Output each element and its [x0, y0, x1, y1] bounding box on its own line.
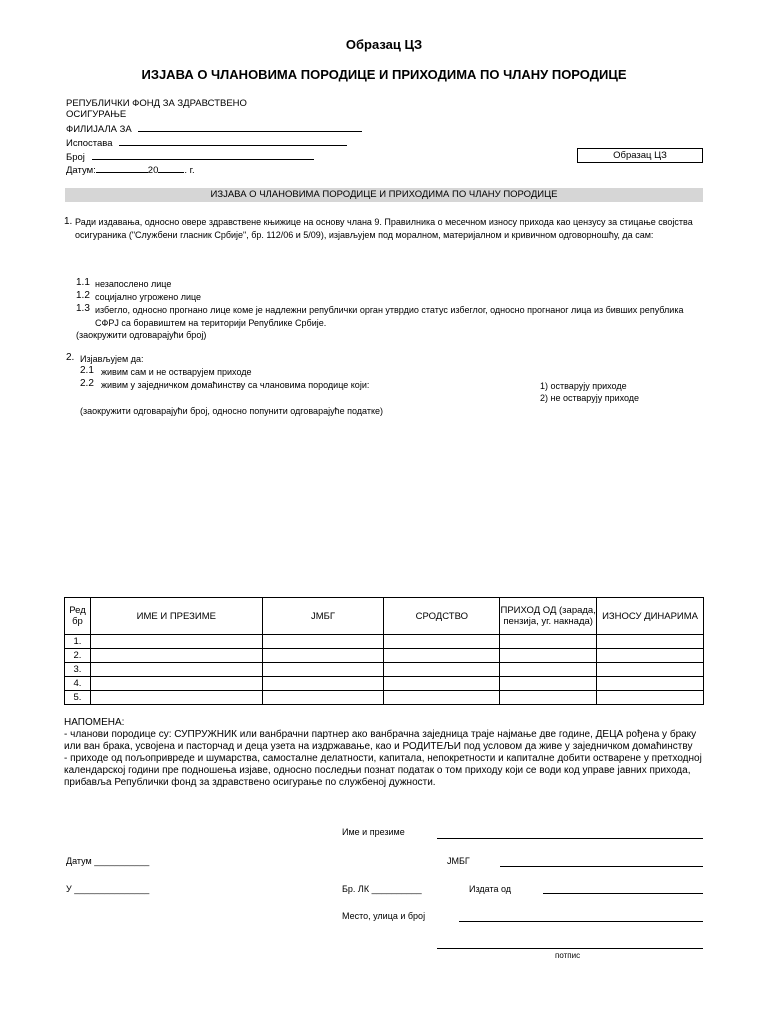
- table-row: [65, 635, 704, 649]
- relation-cell[interactable]: [384, 663, 500, 677]
- col-header-jmbg: ЈМБГ: [262, 598, 384, 635]
- office-input-line[interactable]: [119, 136, 347, 146]
- table-row: [65, 663, 704, 677]
- sign-id-label: Бр. ЛК: [342, 884, 370, 894]
- amount-cell[interactable]: [597, 649, 704, 663]
- branch-label: ФИЛИЈАЛА ЗА: [66, 124, 132, 135]
- item1-note: (заокружити одговарајући број): [76, 330, 207, 340]
- branch-row: [66, 122, 362, 135]
- table-row: [65, 677, 704, 691]
- relation-cell[interactable]: [384, 691, 500, 705]
- signature-label: потпис: [555, 951, 581, 960]
- name-cell[interactable]: [90, 649, 262, 663]
- jmbg-cell[interactable]: [262, 677, 384, 691]
- row-number: 5.: [65, 691, 91, 705]
- row-number: 1.: [65, 635, 91, 649]
- sign-jmbg-label: ЈМБГ: [447, 856, 470, 866]
- sign-id-line[interactable]: __________: [371, 884, 422, 894]
- option-1-2-text: социјално угрожено лице: [95, 292, 202, 302]
- note-paragraph-1: - чланови породице су: СУПРУЖНИК или ванбрачни партнер ако ванбрачна заједница траје најмање две године, ДЕЦА рођена у браку или ван брака, усвојена и пасторчад и деца узета на издржавање, као и РОДИТЕЉИ под условом да живе у заједничком домаћинству: [64, 729, 697, 752]
- income-source-cell[interactable]: [500, 677, 597, 691]
- note-paragraph-2: - приходе од пољопривреде и шумарства, самосталне делатности, капитала, непокретности и капиталне добити остварене у претходној календарској години пре подношења изјаве, односно последњи познат податак о том приходу који се води код управе јавних прихода, прибавља Републички фонд за здравствено осигурање по службеној дужности.: [64, 753, 702, 788]
- name-cell[interactable]: [90, 691, 262, 705]
- amount-cell[interactable]: [597, 635, 704, 649]
- number-row: [66, 150, 314, 163]
- sign-date-label: Датум: [66, 856, 92, 866]
- income-source-cell[interactable]: [500, 635, 597, 649]
- table-row: [65, 649, 704, 663]
- col-header-relation: СРОДСТВО: [384, 598, 500, 635]
- date-label: Датум:: [66, 165, 96, 176]
- date-century: 20: [147, 165, 159, 176]
- row-number: 2.: [65, 649, 91, 663]
- option-1-1-text: незапослено лице: [95, 279, 172, 289]
- option-1-2-number[interactable]: 1.2: [76, 290, 90, 301]
- jmbg-cell[interactable]: [262, 691, 384, 705]
- org-line-2: ОСИГУРАЊЕ: [66, 109, 127, 120]
- sign-date-row: [66, 855, 149, 868]
- date-year-line[interactable]: [158, 163, 184, 173]
- item1-text: Ради издавања, односно овере здравствене књижице на основу члана 9. Правилника о месечном износу прихода као цензусу за стицање својства осигураника ("Службени гласник Србије", бр. 112/06 и 5/09), изјављујем под моралном, материјалном и кривичном одговорношћу, да сам:: [75, 217, 693, 240]
- income-source-cell[interactable]: [500, 663, 597, 677]
- sign-issued-line[interactable]: [543, 893, 703, 894]
- item2-note: (заокружити одговарајући број, односно попунити одговарајуће податке): [80, 406, 383, 416]
- sign-jmbg-line[interactable]: [500, 866, 703, 867]
- sign-place-label: У: [66, 884, 72, 894]
- jmbg-cell[interactable]: [262, 663, 384, 677]
- option-2-1-number[interactable]: 2.1: [80, 365, 94, 376]
- section-title-bar: ИЗЈАВА О ЧЛАНОВИМА ПОРОДИЦЕ И ПРИХОДИМА ПО ЧЛАНУ ПОРОДИЦЕ: [65, 188, 703, 202]
- number-input-line[interactable]: [92, 150, 314, 160]
- income-option-1[interactable]: 1) остварују приходе: [540, 381, 627, 391]
- family-members-table: [64, 597, 704, 705]
- table-row: [65, 691, 704, 705]
- relation-cell[interactable]: [384, 677, 500, 691]
- option-2-1-text: живим сам и не остварујем приходе: [101, 367, 252, 377]
- office-label: Испостава: [66, 138, 113, 149]
- office-row: [66, 136, 347, 149]
- number-label: Број: [66, 152, 85, 163]
- sign-address-line[interactable]: [459, 921, 703, 922]
- amount-cell[interactable]: [597, 663, 704, 677]
- amount-cell[interactable]: [597, 691, 704, 705]
- date-row: [66, 163, 195, 176]
- branch-input-line[interactable]: [138, 122, 362, 132]
- name-cell[interactable]: [90, 677, 262, 691]
- signature-line[interactable]: [437, 948, 703, 949]
- option-2-2-number[interactable]: 2.2: [80, 378, 94, 389]
- sign-name-line[interactable]: [437, 838, 703, 839]
- jmbg-cell[interactable]: [262, 649, 384, 663]
- col-header-name: ИМЕ И ПРЕЗИМЕ: [90, 598, 262, 635]
- name-cell[interactable]: [90, 635, 262, 649]
- col-header-row-number: Ред бр: [65, 598, 91, 635]
- col-header-amount: ИЗНОСУ ДИНАРИМА: [597, 598, 704, 635]
- org-name: [66, 98, 247, 120]
- sign-issued-label: Издата од: [469, 884, 512, 894]
- name-cell[interactable]: [90, 663, 262, 677]
- item2-number: 2.: [66, 352, 75, 363]
- option-1-3-number[interactable]: 1.3: [76, 303, 90, 314]
- option-1-1-number[interactable]: 1.1: [76, 277, 90, 288]
- sign-place-line[interactable]: _______________: [74, 884, 150, 894]
- relation-cell[interactable]: [384, 649, 500, 663]
- note-title: НАПОМЕНА:: [64, 717, 125, 728]
- form-code-box: Образац ЦЗ: [577, 148, 703, 163]
- main-title: ИЗЈАВА О ЧЛАНОВИМА ПОРОДИЦЕ И ПРИХОДИМА ПО ЧЛАНУ ПОРОДИЦЕ: [141, 67, 627, 82]
- relation-cell[interactable]: [384, 635, 500, 649]
- item1-number: 1.: [64, 216, 73, 227]
- row-number: 4.: [65, 677, 91, 691]
- sign-id-row: [342, 883, 422, 896]
- form-code-title: Образац ЦЗ: [345, 37, 423, 52]
- table-header-row: [65, 598, 704, 635]
- row-number: 3.: [65, 663, 91, 677]
- org-line-1: РЕПУБЛИЧКИ ФОНД ЗА ЗДРАВСТВЕНО: [66, 98, 247, 109]
- item2-text: Изјављујем да:: [80, 354, 144, 364]
- amount-cell[interactable]: [597, 677, 704, 691]
- date-suffix: . г.: [184, 165, 195, 176]
- option-1-3-text: избегло, односно прогнано лице коме је надлежни републички орган утврдио статус избеглог, односно прогнаног лица из бивших република СФРЈ са боравиштем на територији Републике Србије.: [95, 305, 684, 328]
- date-day-line[interactable]: [96, 163, 148, 173]
- jmbg-cell[interactable]: [262, 635, 384, 649]
- income-source-cell[interactable]: [500, 691, 597, 705]
- sign-address-label: Место, улица и број: [342, 911, 426, 921]
- sign-date-line[interactable]: ___________: [94, 856, 150, 866]
- col-header-income-source: ПРИХОД ОД (зарада, пензија, уг. накнада): [500, 598, 597, 635]
- note-section: [64, 717, 704, 789]
- sign-place-row: [66, 883, 149, 896]
- income-source-cell[interactable]: [500, 649, 597, 663]
- option-2-2-text: живим у заједничком домаћинству са члановима породице који:: [101, 380, 370, 390]
- sign-name-label: Име и презиме: [342, 827, 405, 837]
- income-option-2[interactable]: 2) не остварују приходе: [540, 393, 640, 403]
